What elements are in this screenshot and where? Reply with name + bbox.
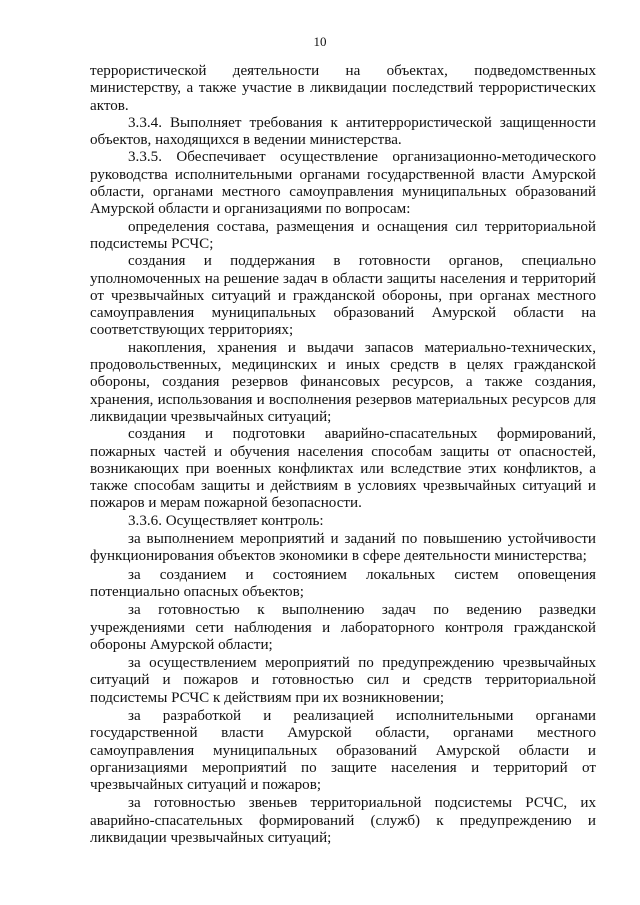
- paragraph-continuation: террористической деятельности на объектах, подведомственных министерству, а также участие в ликвидации последствий террористических актов.: [90, 63, 596, 114]
- list-item-reconnaissance: за готовностью к выполнению задач по ведению разведки учреждениями сети наблюдения и лабораторного контроля гражданской обороны Амурской области;: [90, 602, 596, 653]
- paragraph-3-3-5: 3.3.5. Обеспечивает осуществление организационно-методического руководства исполнительными органами государственной власти Амурской области, органами местного самоуправления муниципальных образований Амурской области и организациями по вопросам:: [90, 149, 596, 218]
- page-number: 10: [313, 34, 327, 49]
- list-item-rescue-formations: создания и подготовки аварийно-спасательных формирований, пожарных частей и обучения населения способам защиты от опасностей, возникающих при военных конфликтах или вследствие этих конфликтов, а также способам защиты и действиям в условиях чрезвычайных ситуаций и пожаров и мерам пожарной безопасности.: [90, 426, 596, 512]
- list-item-authorized-bodies: создания и поддержания в готовности органов, специально уполномоченных на решение задач в области защиты населения и территорий от чрезвычайных ситуаций и гражданской обороны, при органах местного самоуправления муниципальных образований Амурской области на соответствующих территориях;: [90, 253, 596, 339]
- list-item-stability: за выполнением мероприятий и заданий по повышению устойчивости функционирования объектов экономики в сфере деятельности министерства;: [90, 531, 596, 565]
- list-item-prevention: за осуществлением мероприятий по предупреждению чрезвычайных ситуаций и пожаров и готовностью сил и средств территориальной подсистемы РСЧС к действиям при их возникновении;: [90, 655, 596, 706]
- document-body: [90, 63, 596, 847]
- paragraph-3-3-6: 3.3.6. Осуществляет контроль:: [128, 512, 324, 529]
- list-item-reserves: накопления, хранения и выдачи запасов материально-технических, продовольственных, медицинских и иных средств в целях гражданской обороны, создания резервов финансовых ресурсов, а также создания, хранения, использования и восполнения резервов материальных ресурсов для ликвидации чрезвычайных ситуаций;: [90, 339, 596, 425]
- list-item-population-protection: за разработкой и реализацией исполнительными органами государственной власти Амурской области, органами местного самоуправления муниципальных образований Амурской области и организациями мероприятий по защите населения и территорий от чрезвычайных ситуаций и пожаров;: [90, 707, 596, 794]
- list-item-forces-composition: определения состава, размещения и оснащения сил территориальной подсистемы РСЧС;: [90, 218, 596, 252]
- list-item-readiness: за готовностью звеньев территориальной подсистемы РСЧС, их аварийно-спасательных формирований (служб) к предупреждению и ликвидации чрезвычайных ситуаций;: [90, 795, 596, 847]
- paragraph-3-3-4: 3.3.4. Выполняет требования к антитеррористической защищенности объектов, находящихся в ведении министерства.: [90, 114, 596, 149]
- list-item-warning-systems: за созданием и состоянием локальных систем оповещения потенциально опасных объектов;: [90, 566, 596, 600]
